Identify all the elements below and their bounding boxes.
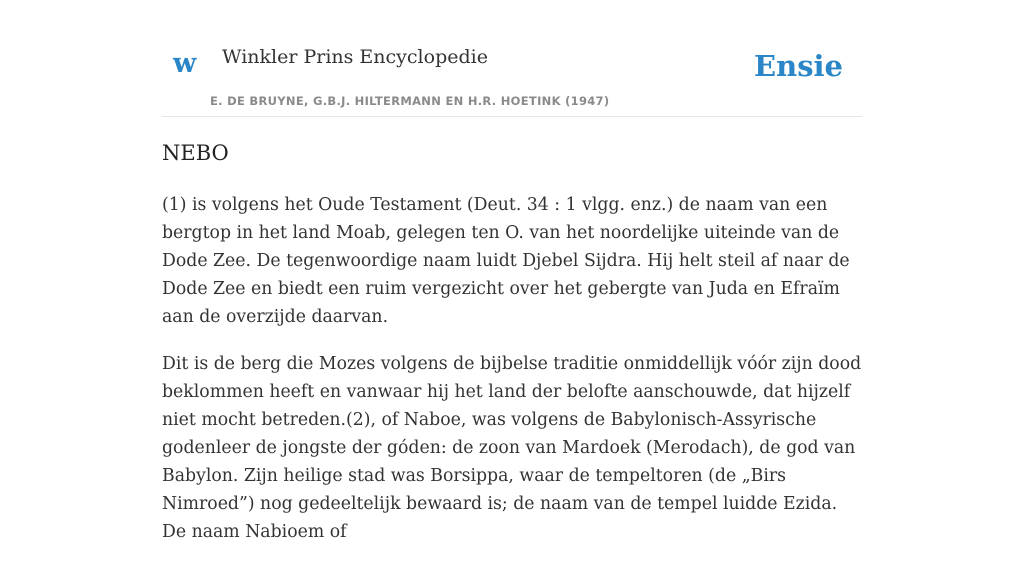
article-paragraph-2: Dit is de berg die Mozes volgens de bijbelse traditie onmiddellijk vóór zijn dood beklommen heeft en vanwaar hij het land der belofte aanschouwde, dat hijzelf niet mocht betreden.(2), of Naboe, was volgens de Babylonisch-Assyrische godenleer de jongste der góden: de zoon van Mardoek (Merodach), de god van Babylon. Zijn heilige stad was Borsippa, waar de tempeltoren (de „Birs Nimroed”) nog gedeeltelijk bewaard is; de naam van de tempel luidde Ezida. De naam Nabioem of bbox=[162, 354, 862, 543]
ensie-logo[interactable]: Ensie bbox=[754, 49, 843, 83]
encyclopedia-authors: E. DE BRUYNE, G.B.J. HILTERMANN EN H.R. HOETINK (1947) bbox=[210, 94, 610, 108]
winkler-prins-logo[interactable]: w bbox=[173, 48, 197, 79]
article-title: NEBO bbox=[162, 141, 229, 165]
encyclopedia-title[interactable]: Winkler Prins Encyclopedie bbox=[222, 46, 488, 68]
article bbox=[162, 140, 864, 565]
site-header bbox=[162, 0, 862, 117]
article-paragraph-1: (1) is volgens het Oude Testament (Deut. 34 : 1 vlgg. enz.) de naam van een bergtop in het land Moab, gelegen ten O. van het noordelijke uiteinde van de Dode Zee. De tegenwoordige naam luidt Djebel Sijdra. Hij helt steil af naar de Dode Zee en biedt een ruim vergezicht over het gebergte van Juda en Efraïm aan de overzijde daarvan. bbox=[162, 195, 850, 328]
